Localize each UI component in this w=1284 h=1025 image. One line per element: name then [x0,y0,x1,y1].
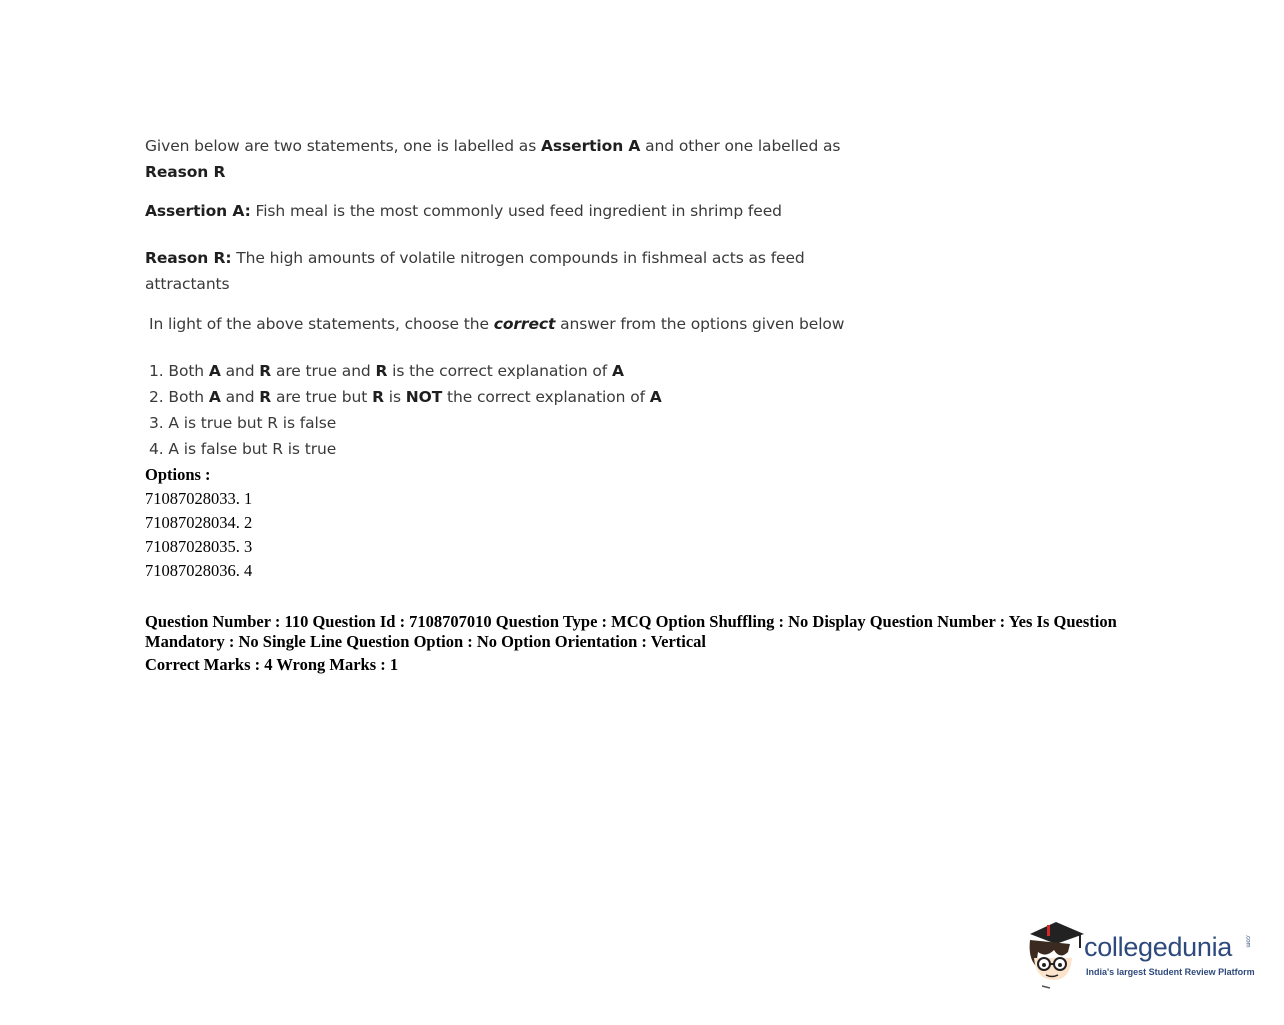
reason-label: Reason R [145,163,226,181]
option-item: 71087028035. 3 [145,537,253,556]
choice-item: 4. A is false but R is true [149,440,337,458]
assertion-label: Assertion A [541,137,641,155]
assertion-text: Fish meal is the most commonly used feed ingredient in shrimp feed [250,202,782,220]
reason-statement [145,245,805,297]
assertion-heading: Assertion A: [145,202,251,220]
choice-item: 2. Both A and R are true but R is NOT the correct explanation of A [149,388,662,406]
reason-text: The high amounts of volatile nitrogen compounds in fishmeal acts as feed [231,249,805,267]
logo-wordmark: collegedunia [1084,932,1233,962]
correct-emphasis: correct [493,315,556,333]
reason-text-cont: attractants [145,275,230,293]
reason-heading: Reason R: [145,249,232,267]
marks-line: Correct Marks : 4 Wrong Marks : 1 [145,655,399,674]
choice-item: 1. Both A and R are true and R is the correct explanation of A [149,362,624,380]
metadata-line: Question Number : 110 Question Id : 7108707010 Question Type : MCQ Option Shuffling : No Display Question Number : Yes Is Question Mandatory : No Single Line Question Option : No Option Orientation : Vertical [145,612,1117,651]
option-item: 71087028036. 4 [145,561,253,580]
option-item: 71087028033. 1 [145,489,253,508]
choice-list [149,358,662,462]
logo-suffix: .com [1244,934,1251,948]
option-item: 71087028034. 2 [145,513,253,532]
question-intro [145,133,840,185]
question-metadata [145,612,1135,675]
mascot-icon [1024,918,1086,990]
assertion-statement [145,202,782,220]
options-block [145,463,252,583]
options-heading: Options : [145,465,211,484]
logo-tagline: India's largest Student Review Platform [1086,967,1255,977]
choice-item: 3. A is true but R is false [149,414,337,432]
intro-text: Given below are two statements, one is labelled as [145,137,542,155]
collegedunia-logo [1024,918,1254,990]
intro-text-mid: and other one labelled as [640,137,841,155]
instruction: In light of the above statements, choose the correct answer from the options given below [149,315,845,333]
